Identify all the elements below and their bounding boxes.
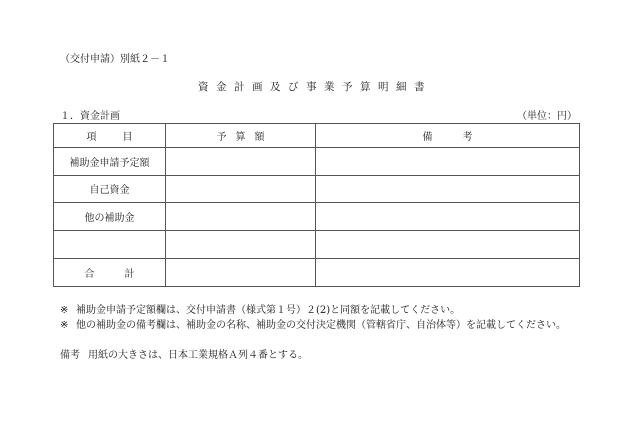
amount-cell[interactable] — [166, 175, 316, 203]
table-row — [54, 147, 580, 175]
remark-label: 備考 — [60, 350, 80, 361]
remarks-cell[interactable] — [316, 203, 580, 231]
row-label: 自己資金 — [54, 175, 166, 203]
note-mark: ※ — [60, 320, 69, 331]
note-text: 補助金申請予定額欄は、交付申請書（様式第１号）２(2)と同額を記載してください。 — [76, 305, 461, 316]
remarks-cell[interactable] — [316, 147, 580, 175]
note-line — [60, 318, 566, 333]
form-reference-note: （交付申請）別紙２－１ — [60, 54, 170, 65]
amount-cell[interactable] — [166, 147, 316, 175]
paper-size-remark — [60, 346, 308, 361]
total-amount-cell[interactable] — [166, 259, 316, 287]
table-row — [54, 231, 580, 259]
total-label: 合計 — [54, 259, 166, 287]
table-row — [54, 175, 580, 203]
amount-cell[interactable] — [166, 231, 316, 259]
total-row — [54, 259, 580, 287]
note-mark: ※ — [60, 305, 69, 316]
unit-label: （単位：円） — [517, 111, 577, 122]
note-line — [60, 303, 566, 318]
table-row — [54, 203, 580, 231]
row-label[interactable] — [54, 231, 166, 259]
section-title: １．資金計画 — [60, 111, 120, 122]
total-remarks-cell[interactable] — [316, 259, 580, 287]
remark-text: 用紙の大きさは、日本工業規格Ａ列４番とする。 — [88, 350, 308, 361]
column-header-item: 項目 — [54, 124, 166, 148]
amount-cell[interactable] — [166, 203, 316, 231]
note-text: 他の補助金の備考欄は、補助金の名称、補助金の交付決定機関（管轄省庁、自治体等）を記載してください。 — [76, 320, 566, 331]
funding-plan-table — [53, 123, 580, 287]
table-header-row — [54, 124, 580, 148]
remarks-cell[interactable] — [316, 231, 580, 259]
remarks-cell[interactable] — [316, 175, 580, 203]
notes-section — [60, 303, 566, 333]
column-header-budget: 予算額 — [166, 124, 316, 148]
row-label: 補助金申請予定額 — [54, 147, 166, 175]
row-label: 他の補助金 — [54, 203, 166, 231]
column-header-remarks: 備考 — [316, 124, 580, 148]
document-title: 資金計画及び事業予算明細書 — [198, 81, 432, 93]
